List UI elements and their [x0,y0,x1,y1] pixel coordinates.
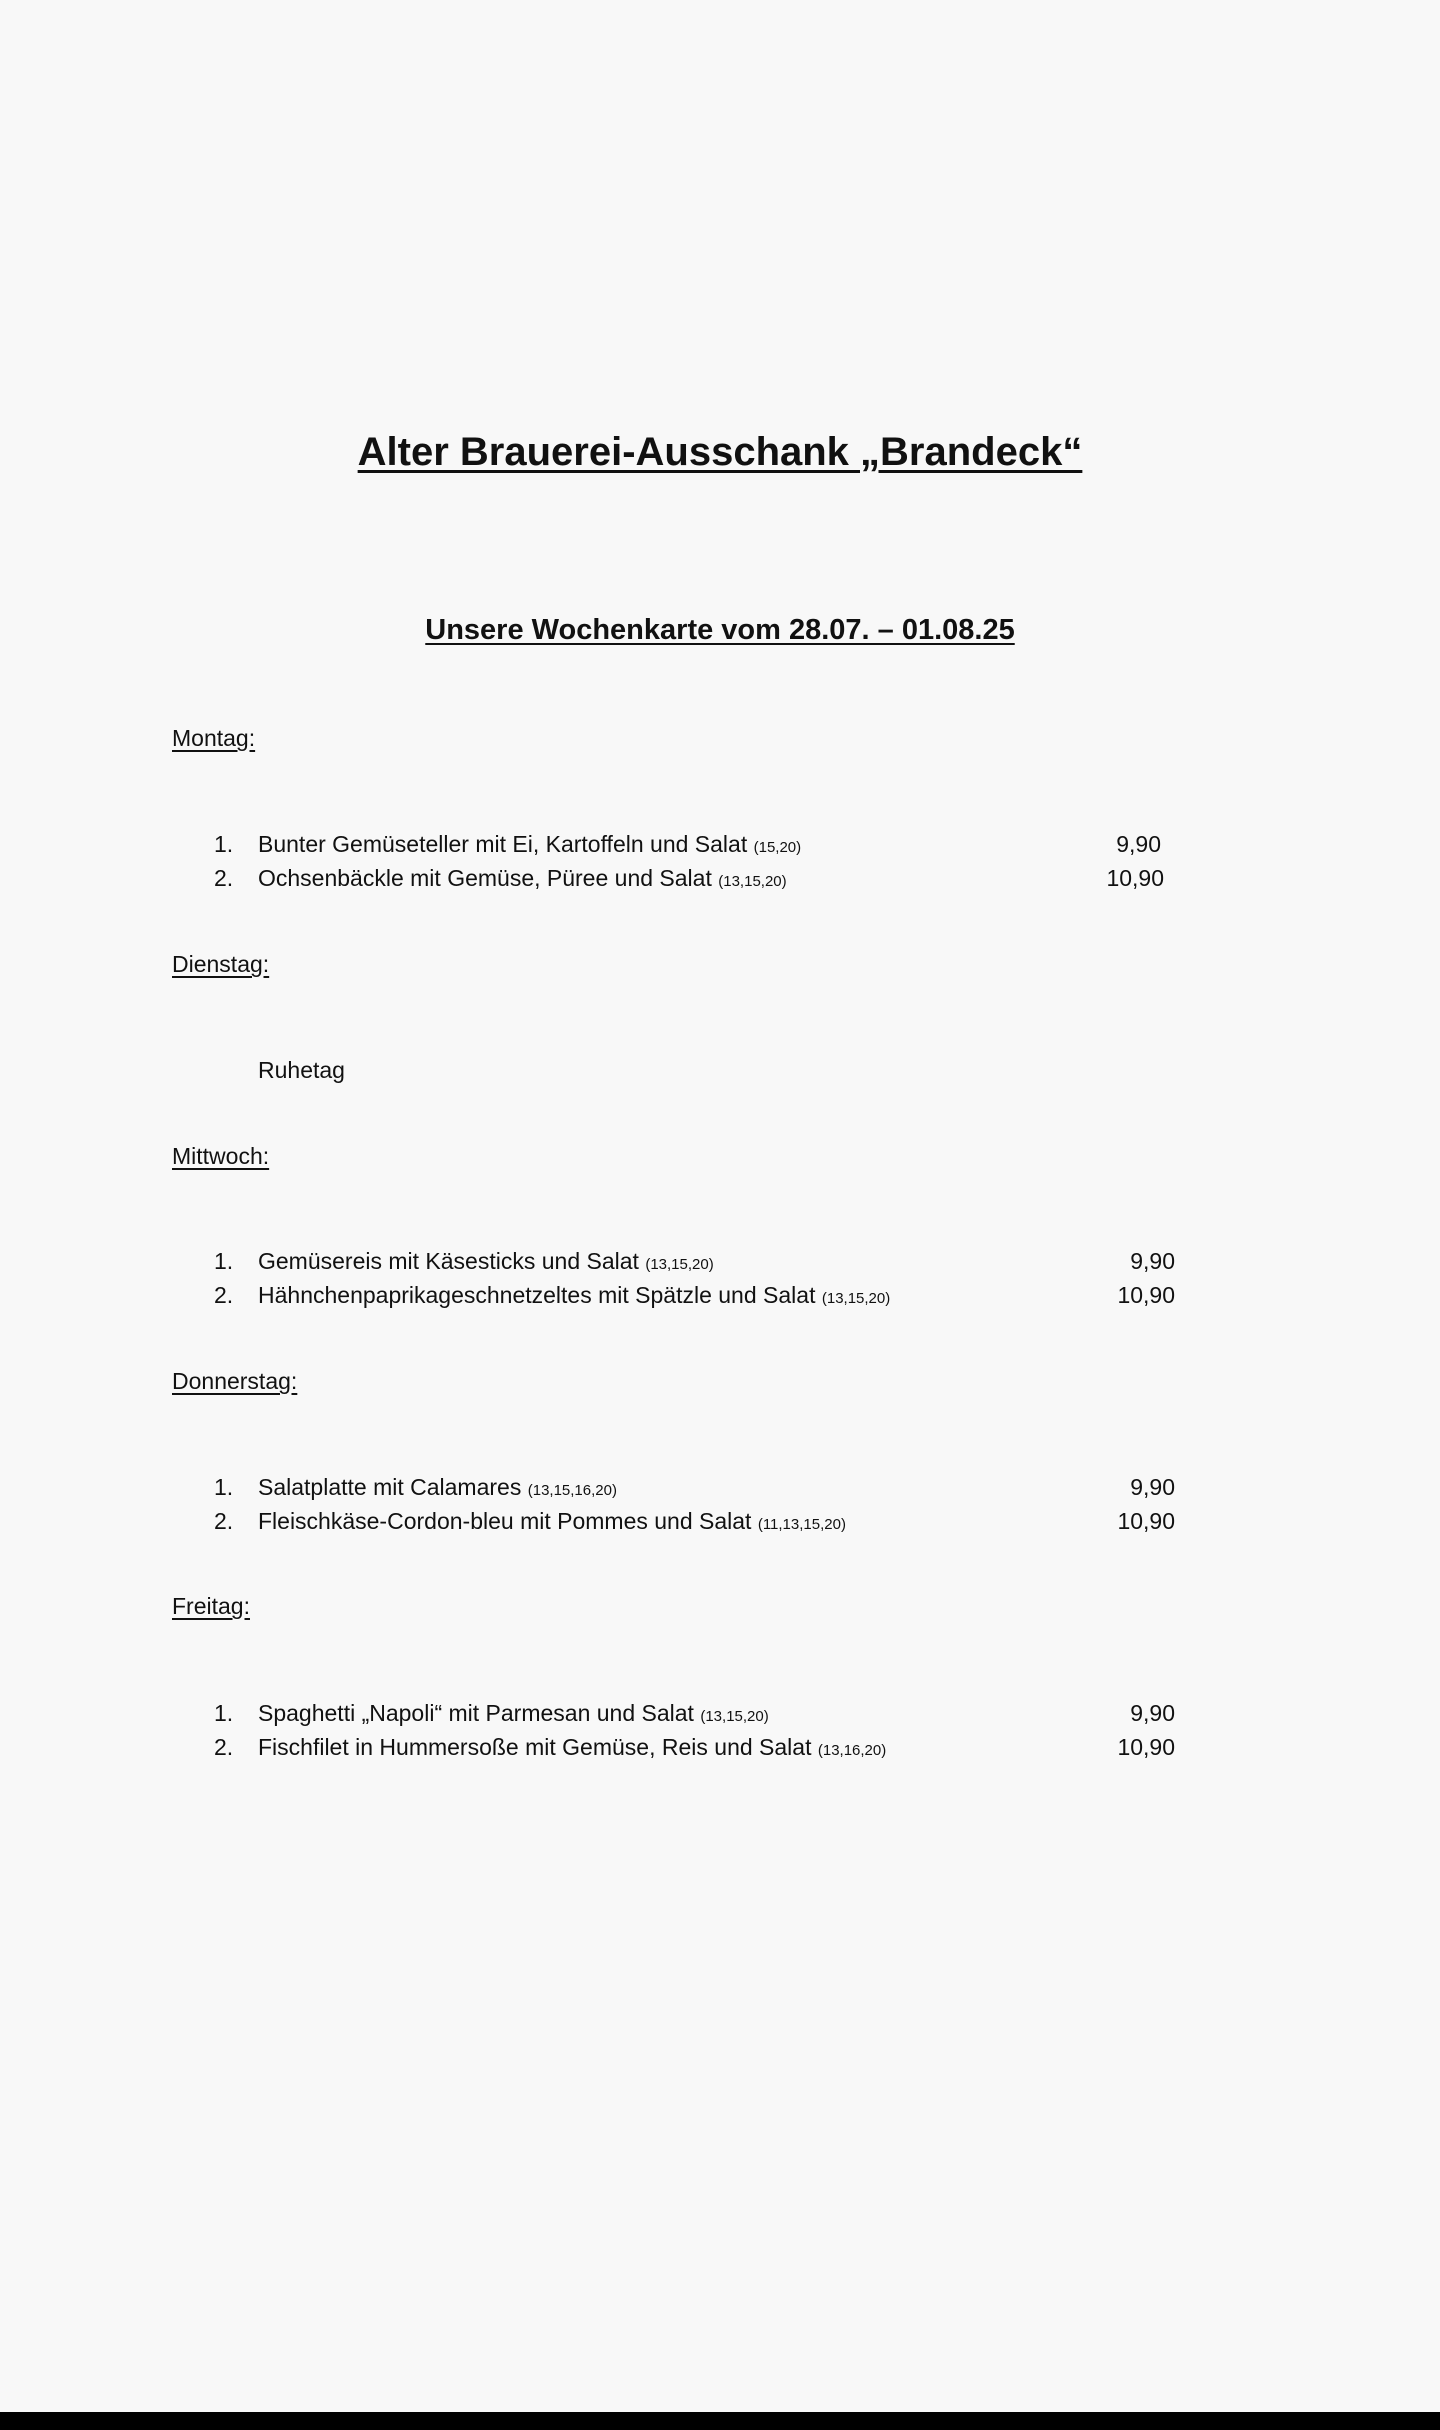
day-heading-mittwoch: Mittwoch: [172,1143,270,1169]
dish-text [258,1470,617,1508]
price: 9,90 [1130,1700,1175,1726]
menu-item [0,861,1440,895]
dish-text [258,1504,846,1542]
bottom-edge-bar [0,2412,1440,2430]
price: 10,90 [1117,1282,1175,1308]
rest-day-note: Ruhetag [258,1057,345,1083]
allergens: (11,13,15,20) [757,1516,846,1533]
dish-name: Gemüsereis mit Käsesticks und Salat [258,1248,639,1274]
price: 9,90 [1116,831,1161,857]
menu-subtitle: Unsere Wochenkarte vom 28.07. – 01.08.25 [425,614,1015,646]
dish-name: Salatplatte mit Calamares [258,1474,528,1500]
price: 9,90 [1130,1248,1175,1274]
allergens: (13,15,20) [718,873,787,890]
allergens: (15,20) [753,839,802,856]
menu-item [0,1504,1440,1538]
item-number: 1. [214,1700,234,1726]
restaurant-title: Alter Brauerei-Ausschank „Brandeck“ [357,430,1083,474]
dish-text [258,1278,890,1316]
day-heading-montag: Montag: [172,725,256,751]
allergens: (13,15,16,20) [527,1482,617,1499]
item-number: 1. [214,1248,234,1274]
allergens: (13,15,20) [821,1290,891,1307]
allergens: (13,15,20) [645,1256,714,1273]
dish-text [258,861,787,899]
price: 10,90 [1117,1734,1175,1760]
menu-item [0,1278,1440,1312]
price: 10,90 [1106,865,1164,891]
item-number: 1. [214,1474,234,1500]
dish-name: Spaghetti „Napoli“ mit Parmesan und Salat [258,1700,701,1726]
dish-name: Fischfilet in Hummersoße mit Gemüse, Reis und Salat [258,1734,812,1760]
allergens: (13,15,20) [700,1708,769,1725]
item-number: 2. [214,1734,234,1760]
dish-name: Ochsenbäckle mit Gemüse, Püree und Salat [258,865,712,891]
menu-item [0,827,1440,861]
dish-text [258,1244,714,1282]
dish-text [258,1696,769,1734]
dish-text [258,1730,886,1768]
dish-name: Bunter Gemüseteller mit Ei, Kartoffeln und Salat [258,831,748,857]
item-number: 2. [214,1508,234,1534]
dish-text [258,827,801,865]
menu-item [0,1244,1440,1278]
allergens: (13,16,20) [817,1742,887,1759]
item-number: 2. [214,865,234,891]
dish-name: Fleischkäse-Cordon-bleu mit Pommes und Salat [258,1508,752,1534]
item-number: 1. [214,831,234,857]
price: 10,90 [1117,1508,1175,1534]
day-heading-freitag: Freitag: [172,1593,250,1619]
dish-name: Hähnchenpaprikageschnetzeltes mit Spätzle und Salat [258,1282,816,1308]
day-heading-donnerstag: Donnerstag: [172,1368,298,1394]
day-heading-dienstag: Dienstag: [172,951,270,977]
menu-item [0,1470,1440,1504]
menu-item [0,1730,1440,1764]
menu-item [0,1696,1440,1730]
price: 9,90 [1130,1474,1175,1500]
item-number: 2. [214,1282,234,1308]
